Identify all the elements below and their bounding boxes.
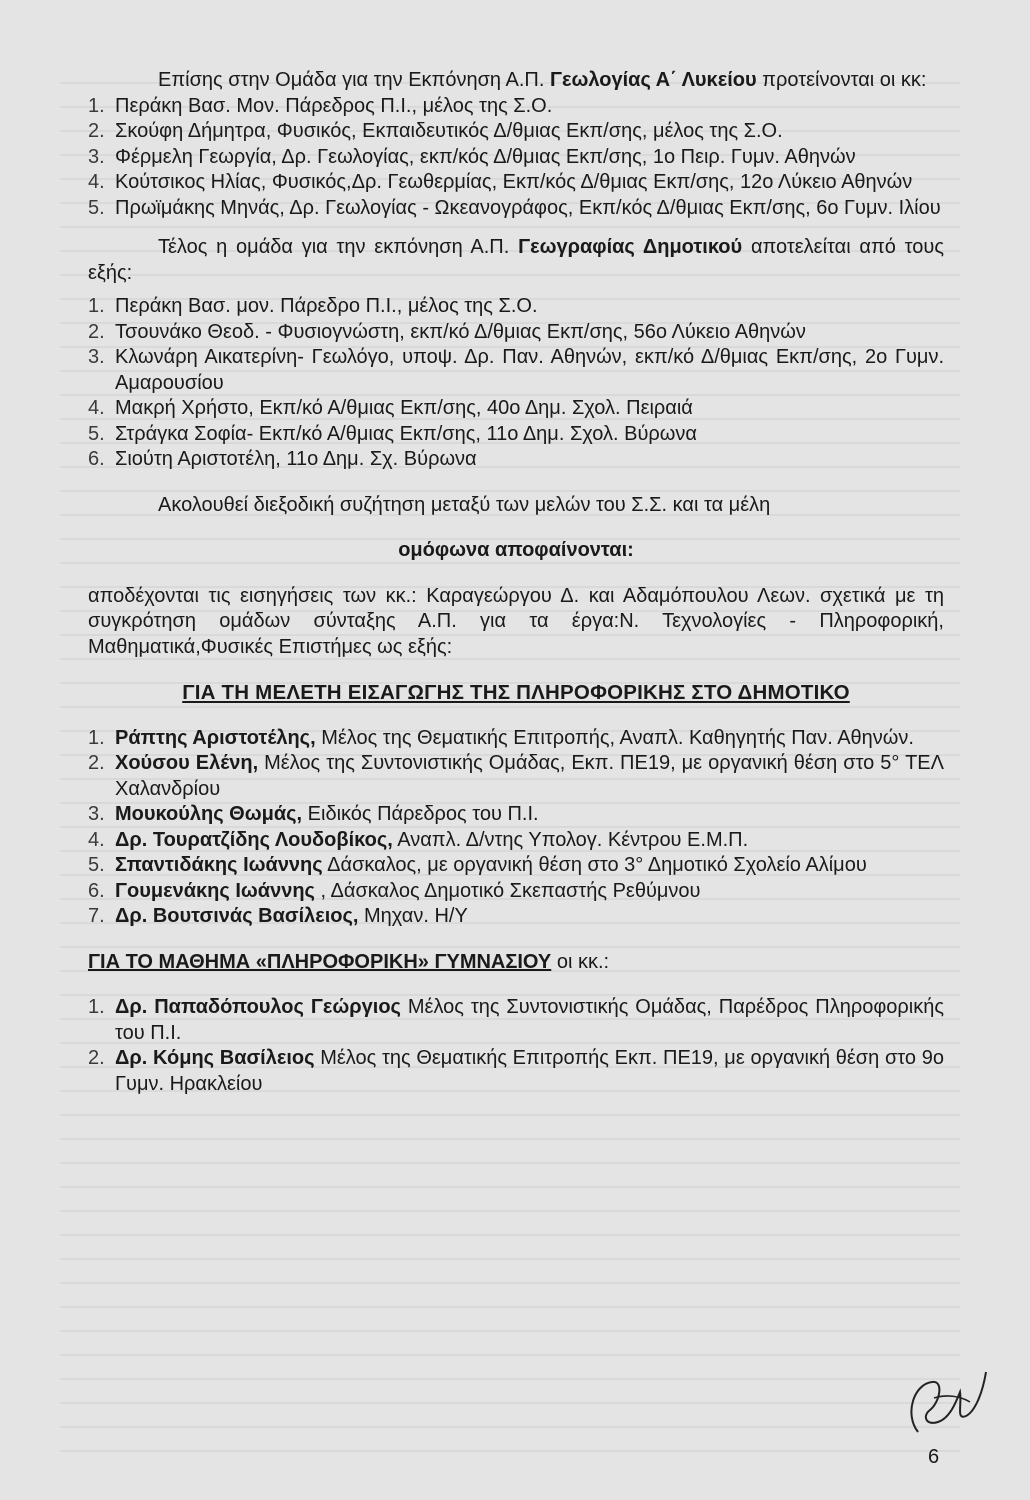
geology-intro: Επίσης στην Ομάδα για την Εκπόνηση Α.Π. Γεωλογίας Α΄ Λυκείου προτείνονται οι κκ: (158, 69, 927, 91)
list-item: 3. Φέρμελη Γεωργία, Δρ. Γεωλογίας, εκπ/κός Δ/θμιας Εκπ/σης, 1ο Πειρ. Γυμν. Αθηνών (88, 145, 856, 168)
geography-members-list (88, 294, 944, 473)
list-item: 2. Τσουνάκο Θεοδ. - Φυσιογνώστη, εκπ/κό Δ/θμιας Εκπ/σης, 56ο Λύκειο Αθηνών (88, 320, 806, 343)
list-item: 2. Δρ. Κόμης Βασίλειος Μέλος της Θεματικής Επιτροπής Εκπ. ΠΕ19, με οργανική θέση στο 9ο Γυμν. Ηρακλείου (88, 1047, 944, 1095)
geography-intro: Τέλος η ομάδα για την εκπόνηση Α.Π. Γεωγραφίας Δημοτικού αποτελείται από τους εξής: (88, 236, 944, 284)
document-body (88, 68, 944, 1097)
list-item: 2. Σκούφη Δήμητρα, Φυσικός, Εκπαιδευτικός Δ/θμιας Εκπ/σης, μέλος της Σ.Ο. (88, 120, 783, 142)
list-item: 5. Στράγκα Σοφία- Εκπ/κό Α/θμιας Εκπ/σης, 11ο Δημ. Σχολ. Βύρωνα (88, 422, 697, 445)
list-item: 6. Γουμενάκης Ιωάννης , Δάσκαλος Δημοτικό Σκεπαστής Ρεθύμνου (88, 879, 701, 902)
handwritten-signature (900, 1362, 992, 1442)
geology-members-list (88, 94, 944, 222)
geography-subject: Γεωγραφίας Δημοτικού (518, 236, 743, 258)
discussion-text: Ακολουθεί διεξοδική συζήτηση μεταξύ των μελών του Σ.Σ. και τα μέλη (158, 493, 771, 516)
list-item: 1. Περάκη Βασ. Μον. Πάρεδρος Π.Ι., μέλος της Σ.Ο. (88, 94, 553, 117)
primary-members-list (88, 726, 944, 930)
list-item: 4. Κούτσικος Ηλίας, Φυσικός,Δρ. Γεωθερμίας, Εκπ/κός Δ/θμιας Εκπ/σης, 12ο Λύκειο Αθηνών (88, 171, 913, 193)
list-item: 4. Δρ. Τουρατζίδης Λουδοβίκος, Αναπλ. Δ/ντης Υπολογ. Κέντρου Ε.Μ.Π. (88, 828, 749, 851)
list-item: 1. Ράπτης Αριστοτέλης, Μέλος της Θεματικής Επιτροπής, Αναπλ. Καθηγητής Παν. Αθηνών. (88, 726, 914, 749)
decision-heading: ομόφωνα αποφαίνονται: (398, 539, 634, 561)
list-item: 1. Δρ. Παπαδόπουλος Γεώργιος Μέλος της Συντονιστικής Ομάδας, Παρέδρος Πληροφορικής του Π.Ι. (88, 996, 944, 1044)
geology-subject: Γεωλογίας Α΄ Λυκείου (549, 69, 757, 91)
decision-text: αποδέχονται τις εισηγήσεις των κκ.: Καραγεώργου Δ. και Αδαμόπουλου Λεων. σχετικά με τη συγκρότηση ομάδων σύνταξης Α.Π. για τα έργα:Ν. Τεχνολογίες - Πληροφορική, Μαθηματικά,Φυσικές Επιστήμες ως εξής: (88, 584, 944, 658)
page-number: 6 (928, 1446, 940, 1468)
list-item: 6. Σιούτη Αριστοτέλη, 11ο Δημ. Σχ. Βύρωνα (88, 448, 477, 470)
list-item: 1. Περάκη Βασ. μον. Πάρεδρο Π.Ι., μέλος της Σ.Ο. (88, 295, 538, 317)
gymnasium-members-list (88, 995, 944, 1097)
list-item: 5. Πρωϊμάκης Μηνάς, Δρ. Γεωλογίας - Ωκεανογράφος, Εκπ/κός Δ/θμιας Εκπ/σης, 6ο Γυμν. Ιλίου (88, 196, 941, 219)
primary-section-heading: ΓΙΑ ΤΗ ΜΕΛΕΤΗ ΕΙΣΑΓΩΓΗΣ ΤΗΣ ΠΛΗΡΟΦΟΡΙΚΗΣ ΣΤΟ ΔΗΜΟΤΙΚΟ (182, 681, 850, 704)
list-item: 3. Κλωνάρη Αικατερίνη- Γεωλόγο, υποψ. Δρ. Παν. Αθηνών, εκπ/κό Δ/θμιας Εκπ/σης, 2ο Γυμν. Αμαρουσίου (88, 346, 944, 394)
list-item: 2. Χούσου Ελένη, Μέλος της Συντονιστικής Ομάδας, Εκπ. ΠΕ19, με οργανική θέση στο 5° ΤΕΛ Χαλανδρίου (88, 752, 944, 800)
list-item: 3. Μουκούλης Θωμάς, Ειδικός Πάρεδρος του Π.Ι. (88, 803, 539, 825)
gymnasium-section-heading: ΓΙΑ ΤΟ ΜΑΘΗΜΑ «ΠΛΗΡΟΦΟΡΙΚΗ» ΓΥΜΝΑΣΙΟΥ οι κκ.: (88, 950, 610, 973)
list-item: 7. Δρ. Βουτσινάς Βασίλειος, Μηχαν. Η/Υ (88, 905, 468, 927)
list-item: 4. Μακρή Χρήστο, Εκπ/κό Α/θμιας Εκπ/σης, 40ο Δημ. Σχολ. Πειραιά (88, 397, 693, 419)
list-item: 5. Σπαντιδάκης Ιωάννης Δάσκαλος, με οργανική θέση στο 3° Δημοτικό Σχολείο Αλίμου (88, 854, 867, 876)
